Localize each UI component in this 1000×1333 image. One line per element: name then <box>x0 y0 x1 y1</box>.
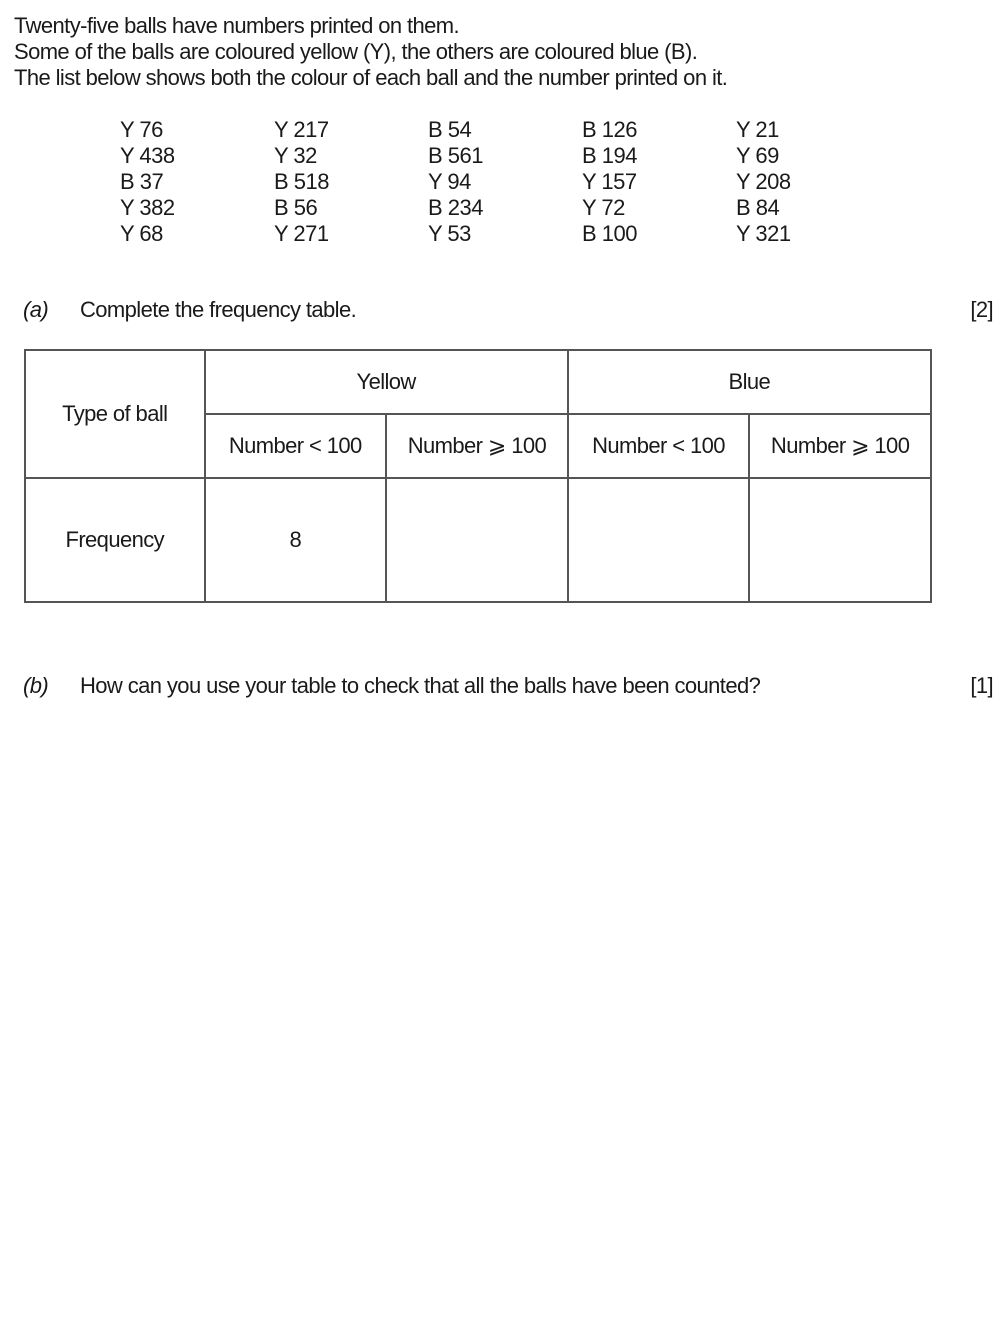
ball-entry: Y 68 <box>120 221 163 246</box>
question-part-b <box>23 673 993 699</box>
blue-under-100-header: Number < 100 <box>568 414 750 478</box>
freq-blue-under-100-cell[interactable] <box>568 478 750 602</box>
frequency-row-header: Frequency <box>25 478 205 602</box>
yellow-under-100-header: Number < 100 <box>205 414 387 478</box>
part-a-marks: [2] <box>970 297 993 322</box>
part-b-marks: [1] <box>970 673 993 698</box>
ball-column <box>736 117 856 247</box>
question-part-a <box>23 297 993 323</box>
ball-entry: Y 94 <box>428 169 471 194</box>
ball-entry: B 234 <box>428 195 483 220</box>
ball-entry: Y 208 <box>736 169 791 194</box>
ball-entry: Y 72 <box>582 195 625 220</box>
intro-line: Some of the balls are coloured yellow (Y), the others are coloured blue (B). <box>14 39 698 64</box>
part-b-text: How can you use your table to check that all the balls have been counted? <box>80 673 761 698</box>
intro-line: Twenty-five balls have numbers printed on them. <box>14 13 460 38</box>
freq-blue-100-plus-cell[interactable] <box>749 478 931 602</box>
yellow-100-plus-header: Number ⩾ 100 <box>386 414 568 478</box>
yellow-group-header: Yellow <box>205 350 568 414</box>
ball-entry: B 56 <box>274 195 318 220</box>
ball-entry: Y 382 <box>120 195 175 220</box>
ball-entry: Y 217 <box>274 117 329 142</box>
ball-entry: B 518 <box>274 169 329 194</box>
ball-entry: B 126 <box>582 117 637 142</box>
frequency-table <box>24 349 932 603</box>
blue-100-plus-header: Number ⩾ 100 <box>749 414 931 478</box>
ball-column <box>582 117 702 247</box>
ball-entry: Y 438 <box>120 143 175 168</box>
intro-text <box>14 13 727 91</box>
ball-entry: Y 32 <box>274 143 317 168</box>
ball-entry: B 54 <box>428 117 472 142</box>
ball-entry: Y 76 <box>120 117 163 142</box>
ball-entry: Y 157 <box>582 169 637 194</box>
ball-column <box>428 117 548 247</box>
ball-entry: B 561 <box>428 143 483 168</box>
part-a-label: (a) <box>23 297 49 322</box>
ball-entry: B 37 <box>120 169 164 194</box>
ball-entry: Y 321 <box>736 221 791 246</box>
ball-entry: B 194 <box>582 143 637 168</box>
ball-entry: B 100 <box>582 221 637 246</box>
part-b-label: (b) <box>23 673 49 698</box>
ball-entry: B 84 <box>736 195 780 220</box>
ball-column <box>274 117 394 247</box>
part-a-text: Complete the frequency table. <box>80 297 357 322</box>
ball-entry: Y 21 <box>736 117 779 142</box>
type-of-ball-header: Type of ball <box>25 350 205 478</box>
freq-yellow-under-100-cell[interactable]: 8 <box>205 478 387 602</box>
ball-entry: Y 271 <box>274 221 329 246</box>
intro-line: The list below shows both the colour of each ball and the number printed on it. <box>14 65 728 90</box>
ball-entry: Y 69 <box>736 143 779 168</box>
ball-column <box>120 117 240 247</box>
ball-entry: Y 53 <box>428 221 471 246</box>
freq-yellow-100-plus-cell[interactable] <box>386 478 568 602</box>
blue-group-header: Blue <box>568 350 931 414</box>
